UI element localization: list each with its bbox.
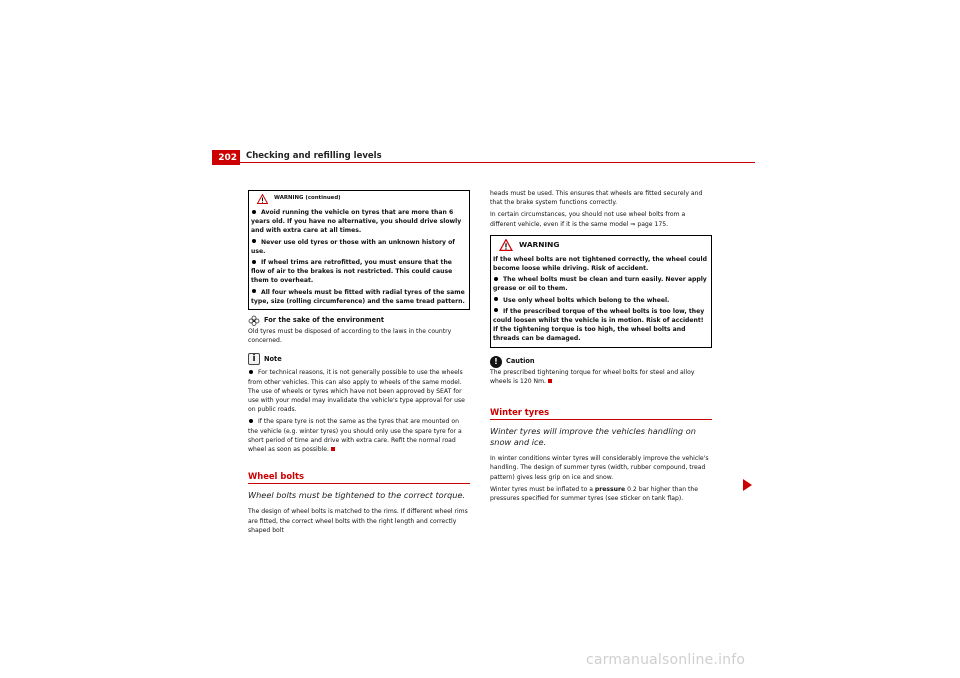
warning-item: If the prescribed torque of the wheel bolts is too low, they could loosen whilst the vehicle is in motion. Risk of accident! If the tightening torque is too high, the wheel bolts and threads can be damaged. xyxy=(493,307,705,343)
left-column xyxy=(248,190,470,538)
caution-exclamation-icon: ! xyxy=(490,356,502,368)
note-item: If the spare tyre is not the same as the tyres that are mounted on the vehicle (e.g. winter tyres) you should only use the spare tyre for a short period of time and drive with extra care. Refit the normal road wheel as soon as possible. xyxy=(248,418,462,454)
wheel-bolts-title: Wheel bolts xyxy=(248,472,470,484)
section-end-icon xyxy=(331,447,335,451)
warning-triangle-icon xyxy=(257,194,268,204)
header-divider xyxy=(212,162,755,163)
bullet-icon xyxy=(249,370,253,374)
environment-header xyxy=(248,315,470,327)
note-info-icon: i xyxy=(248,353,260,365)
warning-item: If wheel trims are retrofitted, you must ensure that the flow of air to the brakes is not restricted. This could cause them to overheat. xyxy=(251,259,453,285)
warning-item: Avoid running the vehicle on tyres that are more than 6 years old. If you have no alternative, you should drive slowly and with extra care at all times. xyxy=(251,209,462,235)
caution-header xyxy=(490,356,712,368)
caution-heading: Caution xyxy=(506,357,535,366)
warning-intro: If the wheel bolts are not tightened correctly, the wheel could become loose while driving. Risk of accident. xyxy=(493,255,707,273)
warning-continued-heading: WARNING (continued) xyxy=(274,195,341,202)
warning-item: The wheel bolts must be clean and turn easily. Never apply grease or oil to them. xyxy=(493,276,707,293)
note-heading: Note xyxy=(264,354,282,363)
same-model-text: In certain circumstances, you should not use wheel bolts from a different vehicle, even if it is the same model ⇒ page 175. xyxy=(490,211,686,228)
bullet-icon xyxy=(494,308,498,312)
winter-tyres-para1: In winter conditions winter tyres will considerably improve the vehicle's handling. The design of summer tyres (width, rubber compound, tread pattern) gives less grip on ice and snow. xyxy=(490,455,709,481)
page-number: 202 xyxy=(212,150,240,165)
wheel-bolts-continuation: heads must be used. This ensures that wheels are fitted securely and that the brake system functions correctly. xyxy=(490,190,703,207)
environment-flower-icon xyxy=(248,315,260,327)
warning-box xyxy=(490,235,712,348)
right-column xyxy=(490,189,712,506)
wheel-bolts-text: The design of wheel bolts is matched to the rims. If different wheel rims are fitted, the correct wheel bolts with the right length and correctly shaped bolt xyxy=(248,508,468,534)
warning-heading: WARNING xyxy=(519,240,560,250)
section-end-icon xyxy=(548,379,552,383)
warning-continued-header xyxy=(257,194,467,204)
bullet-icon xyxy=(252,239,256,243)
watermark: carmanualsonline.info xyxy=(586,652,746,668)
bullet-icon xyxy=(252,260,256,264)
bullet-icon xyxy=(494,277,498,281)
warning-header xyxy=(499,239,709,251)
warning-item: Never use old tyres or those with an unknown history of use. xyxy=(251,238,455,255)
note-header xyxy=(248,353,470,365)
warning-triangle-icon xyxy=(499,239,513,251)
wheel-bolts-subtitle: Wheel bolts must be tightened to the correct torque. xyxy=(248,490,466,501)
next-page-arrow-icon xyxy=(743,479,752,491)
note-item: For technical reasons, it is not generally possible to use the wheels from other vehicles. This can also apply to wheels of the same model. The use of wheels or tyres which have not been approved by SEAT for use with your model may invalidate the vehicle's type approval for use on public roads. xyxy=(248,369,465,414)
environment-heading: For the sake of the environment xyxy=(264,316,384,325)
warning-item: All four wheels must be fitted with radial tyres of the same type, size (rolling circumference) and the same tread pattern. xyxy=(251,288,465,305)
winter-tyres-subtitle: Winter tyres will improve the vehicles handling on snow and ice. xyxy=(490,426,696,448)
bullet-icon xyxy=(249,419,253,423)
warning-item: Use only wheel bolts which belong to the wheel. xyxy=(493,296,709,305)
environment-text: Old tyres must be disposed of according to the laws in the country concerned. xyxy=(248,328,452,345)
bullet-icon xyxy=(252,210,256,214)
bullet-icon xyxy=(252,289,256,293)
winter-tyres-para2: Winter tyres must be inflated to a pressure 0.2 bar higher than the pressures specified for summer tyres (see sticker on tank flap). xyxy=(490,485,699,503)
page-header-title: Checking and refilling levels xyxy=(246,151,382,161)
warning-continued-box xyxy=(248,190,470,310)
winter-tyres-title: Winter tyres xyxy=(490,408,712,420)
bullet-icon xyxy=(494,297,498,301)
caution-text: The prescribed tightening torque for wheel bolts for steel and alloy wheels is 120 Nm. xyxy=(490,368,695,385)
